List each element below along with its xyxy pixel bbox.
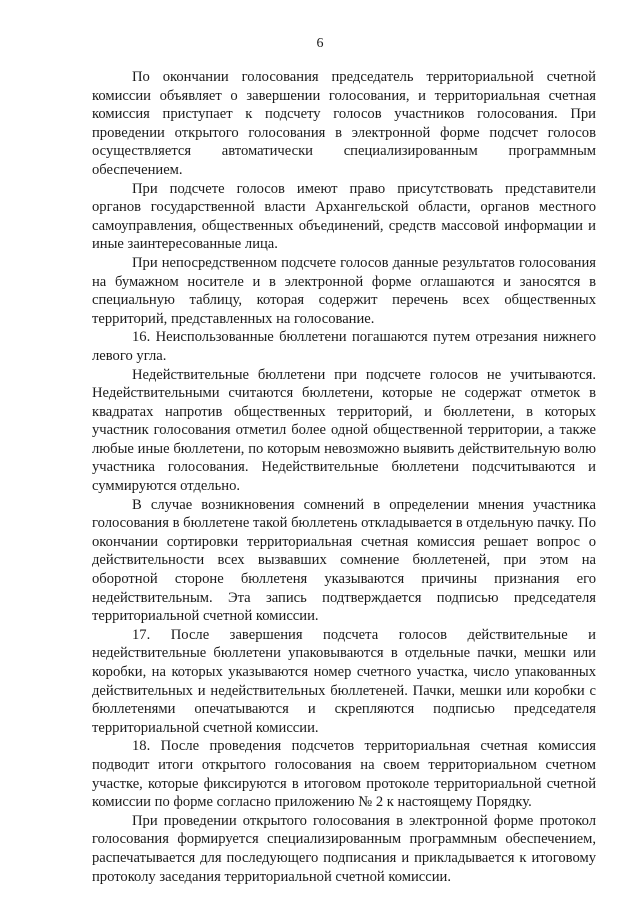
paragraph-electronic-protocol: При проведении открытого голосования в электронной форме протокол голосования формируется специализированным программным обеспечением, распечатывается для последующего подписания и прикладывается к итоговому протоколу заседания территориальной счетной комиссии.: [92, 812, 596, 885]
paragraph-clause-18: 18. После проведения подсчетов территориальная счетная комиссия подводит итоги открытого голосования на своем территориальном счетном участке, которые фиксируются в итоговом протоколе территориальной счетной комиссии по форме согласно приложению № 2 к настоящему Порядку.: [92, 738, 596, 811]
document-body: [92, 68, 596, 886]
paragraph-vote-completion: По окончании голосования председатель территориальной счетной комиссии объявляет о завершении голосования, и территориальная счетная комиссия приступает к подсчету голосов участников голосования. При проведении открытого голосования в электронной форме подсчет голосов осуществляется автоматически специализированным программным обеспечением.: [92, 69, 596, 178]
paragraph-clause-17: 17. После завершения подсчета голосов действительные и недействительные бюллетени упаковываются в отдельные пачки, мешки или коробки, на которых указываются номер счетного участка, число упакованных действительных и недействительных бюллетеней. Пачки, мешки или коробки с бюллетенями опечатываются и скрепляются подписью председателя территориальной счетной комиссии.: [92, 626, 596, 736]
paragraph-doubtful-ballots: В случае возникновения сомнений в определении мнения участника голосования в бюллетене такой бюллетень откладывается в отдельную пачку. По окончании сортировки территориальная счетная комиссия решает вопрос о действительности всех вызвавших сомнение бюллетеней, при этом на оборотной стороне бюллетеня указываются причины признания его недействительным. Эта запись подтверждается подписью председателя территориальной счетной комиссии.: [92, 496, 596, 625]
page-number: 6: [316, 36, 324, 51]
paragraph-invalid-ballots: Недействительные бюллетени при подсчете голосов не учитываются. Недействительными считаются бюллетени, которые не содержат отметок в квадратах напротив общественных территорий, и бюллетени, в которых участник голосования отметил более одной общественной территории, а также любые иные бюллетени, по которым невозможно выявить действительную волю участника голосования. Недействительные бюллетени подсчитываются и суммируются отдельно.: [92, 366, 596, 495]
paragraph-results-announcement: При непосредственном подсчете голосов данные результатов голосования на бумажном носителе и в электронной форме оглашаются и заносятся в специальную таблицу, которая содержит перечень всех общественных территорий, представленных на голосование.: [92, 254, 596, 327]
paragraph-observers: При подсчете голосов имеют право присутствовать представители органов государственной власти Архангельской области, органов местного самоуправления, общественных объединений, средств массовой информации и иные заинтересованные лица.: [92, 180, 596, 253]
paragraph-clause-16: 16. Неиспользованные бюллетени погашаются путем отрезания нижнего левого угла.: [92, 329, 596, 364]
